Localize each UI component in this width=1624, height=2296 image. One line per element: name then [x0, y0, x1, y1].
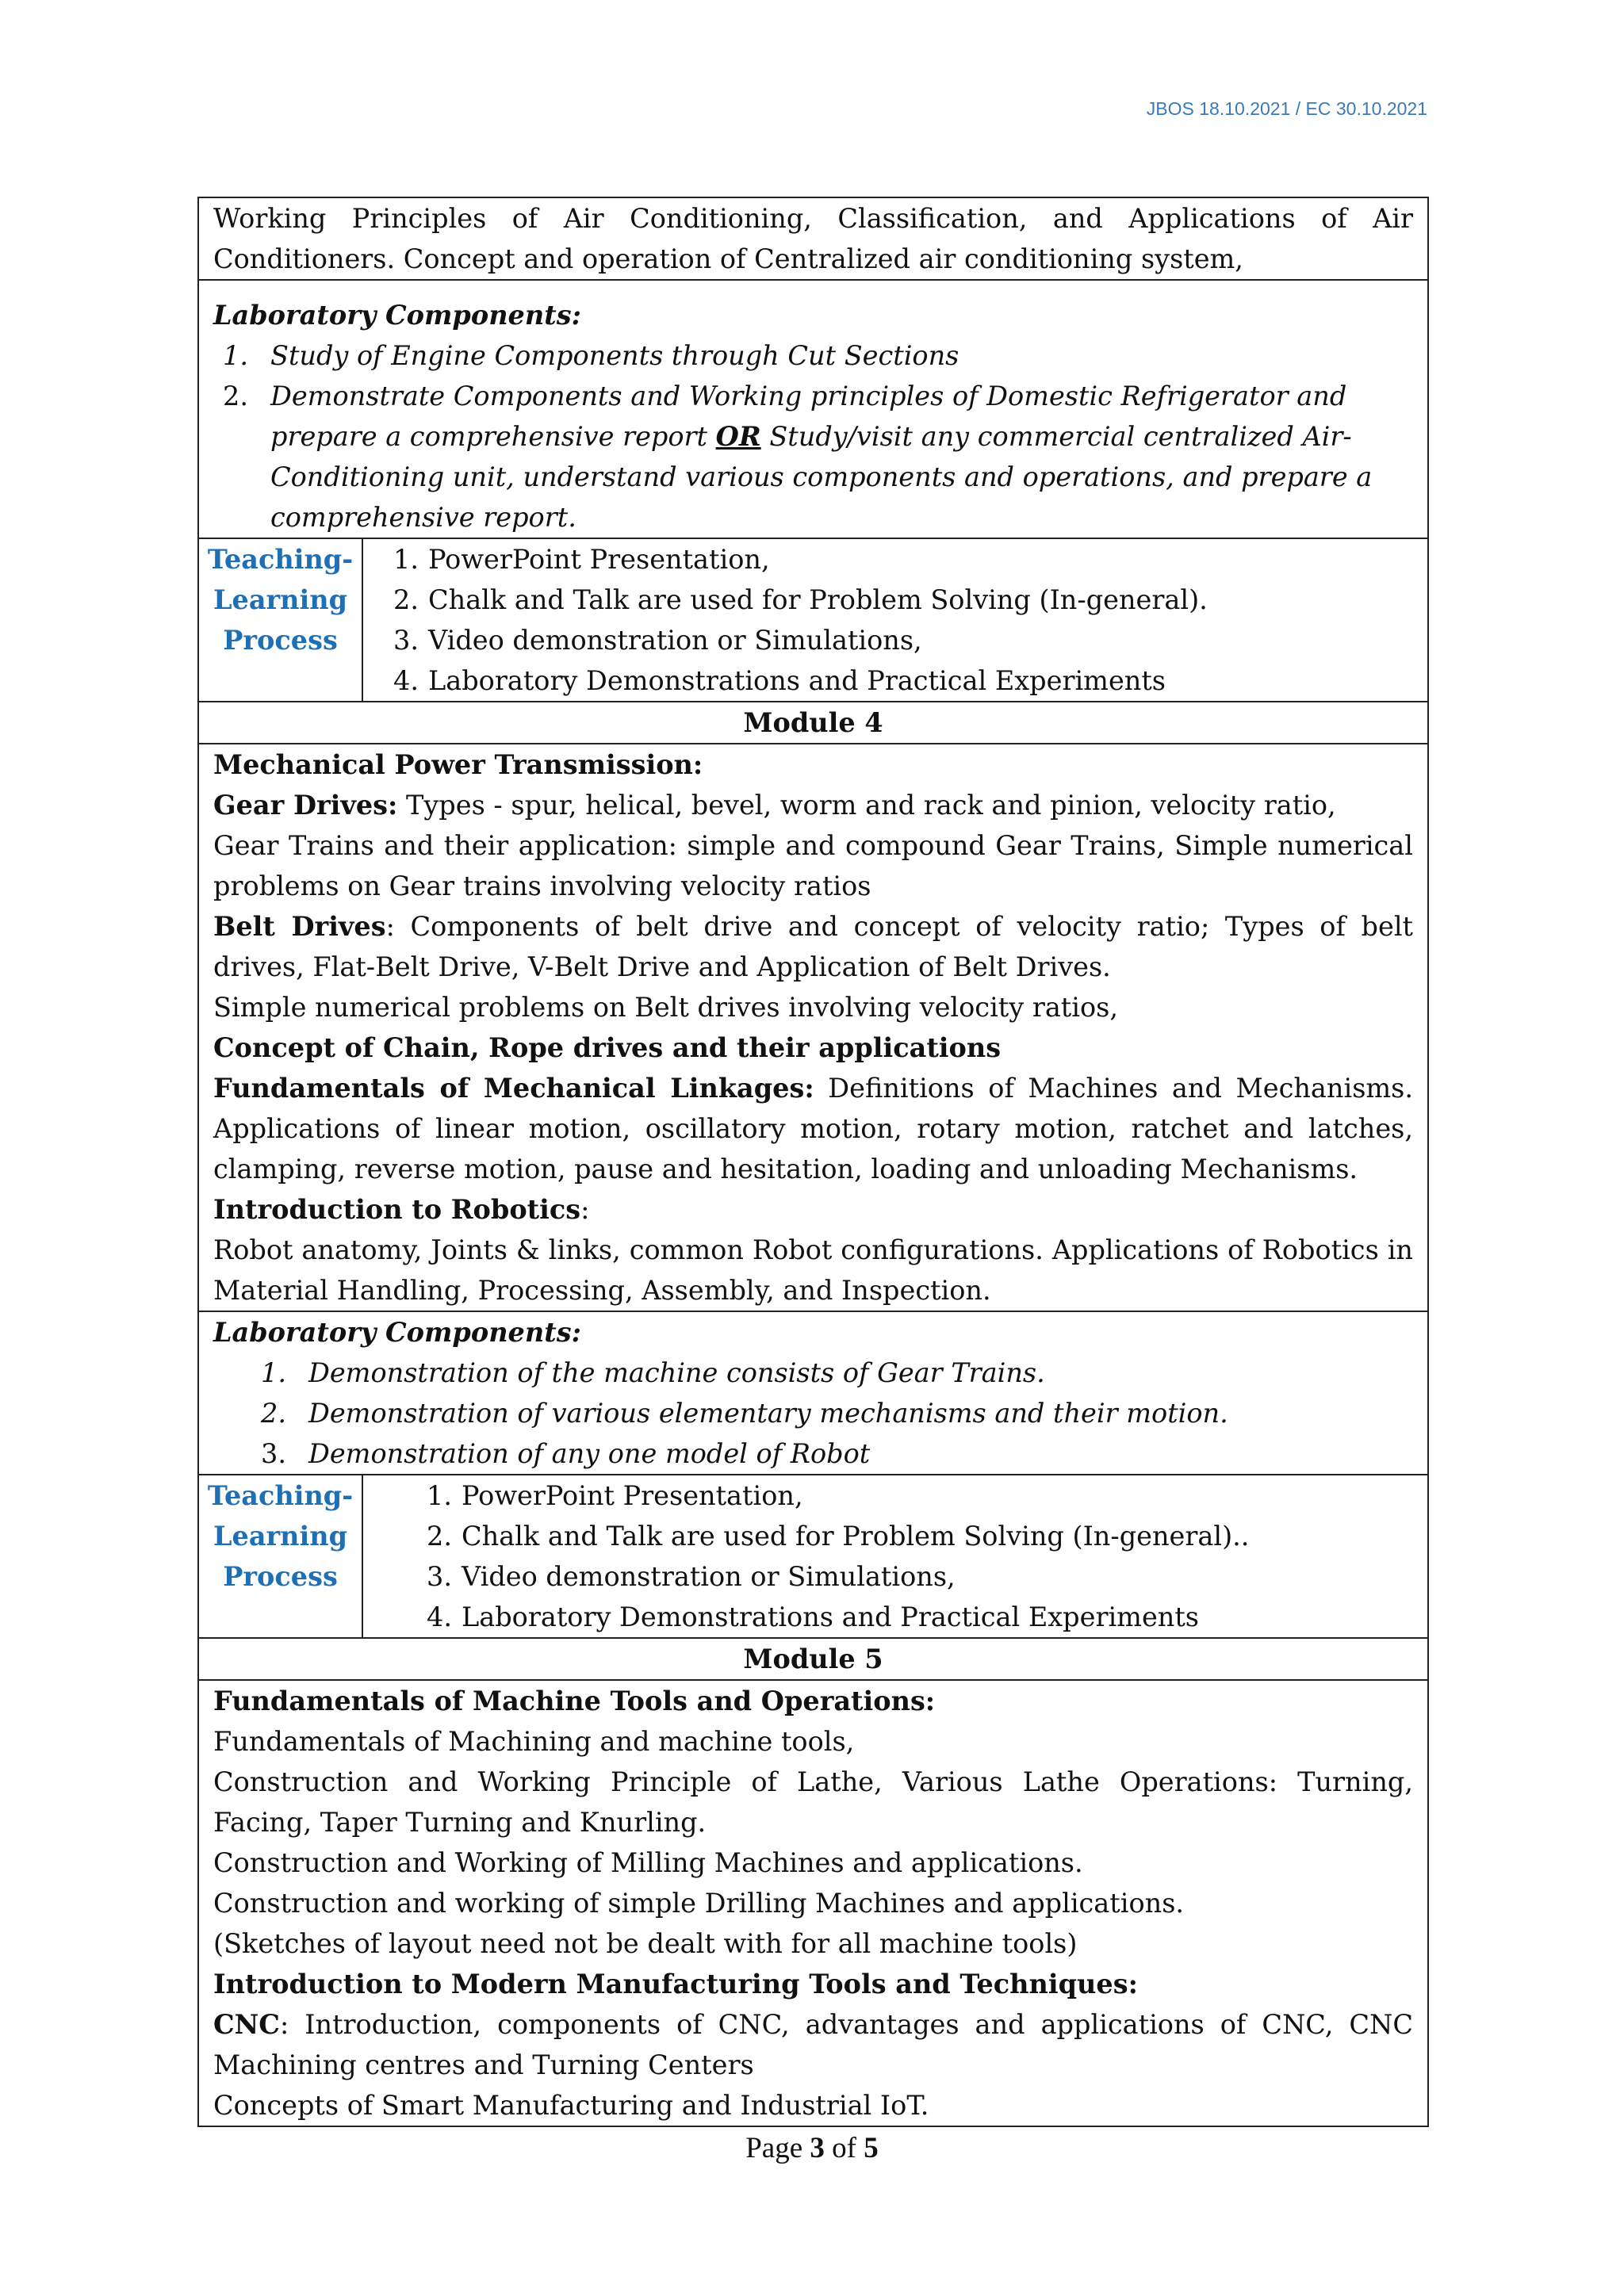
list-item — [213, 1353, 1413, 1393]
list-item — [213, 1433, 1413, 1474]
module-5-line: Construction and working of simple Drilling Machines and applications. — [213, 1888, 1185, 1919]
page-word: Page — [745, 2132, 810, 2164]
module-4-content-row — [198, 744, 1428, 1311]
list-text: Chalk and Talk are used for Problem Solving (In-general). — [428, 584, 1208, 615]
teaching-learning-row-module3 — [198, 538, 1428, 702]
robotics-heading-line — [213, 1189, 1413, 1230]
list-number: 3. — [427, 1561, 452, 1592]
teaching-learning-methods — [362, 538, 1428, 702]
machine-tools-heading: Fundamentals of Machine Tools and Operations: — [213, 1686, 936, 1716]
list-text: PowerPoint Presentation, — [428, 544, 770, 575]
list-number: 3. — [393, 625, 419, 656]
teaching-learning-row-module4 — [198, 1475, 1428, 1638]
list-number: 3. — [261, 1438, 286, 1469]
list-number: 2. — [393, 584, 419, 615]
list-item — [377, 1556, 1413, 1597]
list-item — [377, 1597, 1413, 1637]
list-item — [377, 660, 1413, 701]
list-item — [377, 620, 1413, 660]
lab-components-row-module4 — [198, 1311, 1428, 1475]
list-text: Video demonstration or Simulations, — [428, 625, 922, 656]
tlp-label-line: Teaching- — [207, 544, 354, 575]
lab-components-cell — [198, 280, 1428, 538]
module-5-content-row — [198, 1680, 1428, 2126]
robotics-paragraph: Robot anatomy, Joints & links, common Robot configurations. Applications of Robotics in Material Handling, Processing, Assembly, and Inspection. — [213, 1234, 1413, 1306]
list-number: 2. — [427, 1521, 452, 1552]
gear-drives-paragraph — [213, 785, 1413, 825]
linkages-paragraph — [213, 1068, 1413, 1189]
cnc-label: CNC — [213, 2009, 280, 2040]
air-conditioning-row — [198, 197, 1428, 280]
module-5-line: (Sketches of layout need not be dealt with for all machine tools) — [213, 1928, 1078, 1959]
module-4-title-row — [198, 702, 1428, 744]
current-page-number: 3 — [810, 2132, 825, 2164]
list-text: Chalk and Talk are used for Problem Solving (In-general).. — [462, 1521, 1250, 1552]
or-emphasis: OR — [715, 421, 761, 452]
lab-components-cell — [198, 1311, 1428, 1475]
list-text: Demonstration of various elementary mechanisms and their motion. — [308, 1398, 1228, 1429]
tlp-label-line: Process — [223, 1561, 338, 1592]
total-page-number: 5 — [864, 2132, 879, 2164]
linkages-label: Fundamentals of Mechanical Linkages: — [213, 1073, 814, 1104]
list-text: Demonstration of the machine consists of Gear Trains. — [308, 1357, 1045, 1388]
teaching-methods-list — [377, 1475, 1413, 1637]
module-5-title-row — [198, 1638, 1428, 1680]
belt-drives-text: : Components of belt drive and concept of velocity ratio; Types of belt drives, Flat-Belt Drive, V-Belt Drive and Application of Belt Drives. — [213, 911, 1413, 982]
list-text: Laboratory Demonstrations and Practical Experiments — [462, 1601, 1200, 1632]
page-number-footer — [0, 2131, 1624, 2165]
list-text-post: Study/visit any commercial centralized Air-Conditioning unit, understand various components and operations, and prepare a comprehensive report. — [270, 421, 1373, 533]
module-4-content — [198, 744, 1428, 1311]
syllabus-table — [197, 197, 1429, 2127]
list-text: Demonstration of any one model of Robot — [308, 1438, 871, 1469]
module-5-content — [198, 1680, 1428, 2126]
module-4-title: Module 4 — [198, 702, 1428, 744]
lab-components-list — [213, 335, 1413, 538]
list-text-pre: Demonstrate Components and Working principles of Domestic Refrigerator and prepare a comprehensive report — [270, 381, 1347, 452]
list-number: 1. — [393, 544, 419, 575]
mechanical-power-transmission-heading: Mechanical Power Transmission: — [213, 749, 703, 780]
list-number: 4. — [427, 1601, 452, 1632]
chain-rope-heading: Concept of Chain, Rope drives and their applications — [213, 1032, 1002, 1063]
list-number: 4. — [393, 665, 419, 696]
lab-components-row-module3 — [198, 280, 1428, 538]
list-text: PowerPoint Presentation, — [462, 1480, 803, 1511]
teaching-learning-methods — [362, 1475, 1428, 1638]
list-item — [377, 1516, 1413, 1556]
list-item — [213, 1393, 1413, 1433]
smart-manufacturing-line: Concepts of Smart Manufacturing and Industrial IoT. — [213, 2090, 929, 2121]
teaching-methods-list — [377, 539, 1413, 701]
belt-drives-label: Belt Drives — [213, 911, 386, 942]
tlp-label-line: Learning — [213, 1521, 348, 1552]
belt-numerical-paragraph: Simple numerical problems on Belt drives involving velocity ratios, — [213, 992, 1118, 1023]
list-item — [377, 580, 1413, 620]
lab-components-heading: Laboratory Components: — [213, 1317, 581, 1348]
gear-drives-label: Gear Drives: — [213, 790, 398, 821]
air-conditioning-text: Working Principles of Air Conditioning, Classification, and Applications of Air Conditioners. Concept and operation of Centralized air conditioning system, — [198, 197, 1428, 280]
module-5-line: Construction and Working of Milling Machines and applications. — [213, 1847, 1083, 1878]
list-item — [377, 539, 1413, 580]
tlp-label-line: Teaching- — [207, 1480, 354, 1511]
cnc-text: : Introduction, components of CNC, advantages and applications of CNC, CNC Machining centres and Turning Centers — [213, 2009, 1413, 2080]
gear-trains-paragraph: Gear Trains and their application: simple and compound Gear Trains, Simple numerical problems on Gear trains involving velocity ratios — [213, 830, 1413, 901]
teaching-learning-label — [198, 1475, 362, 1638]
list-number: 1. — [223, 340, 248, 371]
robotics-label: Introduction to Robotics — [213, 1194, 581, 1225]
document-reference-header: JBOS 18.10.2021 / EC 30.10.2021 — [1146, 98, 1427, 119]
list-number: 1. — [261, 1357, 286, 1388]
belt-drives-paragraph — [213, 906, 1413, 987]
linkages-text: Definitions of Machines and Mechanisms. Applications of linear motion, oscillatory motion, rotary motion, ratchet and latches, clamping, reverse motion, pause and hesitation, loading and unloading Mechanisms. — [213, 1073, 1413, 1184]
robotics-colon: : — [580, 1194, 590, 1225]
tlp-label-line: Process — [223, 625, 338, 656]
list-item — [377, 1475, 1413, 1516]
list-text: Study of Engine Components through Cut Sections — [270, 340, 959, 371]
list-text: Video demonstration or Simulations, — [462, 1561, 956, 1592]
lab-components-heading: Laboratory Components: — [213, 300, 581, 331]
cnc-paragraph — [213, 2004, 1413, 2085]
modern-manufacturing-heading: Introduction to Modern Manufacturing Tools and Techniques: — [213, 1969, 1138, 1999]
module-5-line: Fundamentals of Machining and machine tools, — [213, 1726, 855, 1757]
module-5-title: Module 5 — [198, 1638, 1428, 1680]
list-number: 1. — [427, 1480, 452, 1511]
list-number: 2. — [223, 381, 248, 411]
gear-drives-text: Types - spur, helical, bevel, worm and rack and pinion, velocity ratio, — [397, 790, 1336, 821]
module-5-line: Construction and Working Principle of Lathe, Various Lathe Operations: Turning, Facing, Taper Turning and Knurling. — [213, 1766, 1413, 1838]
list-number: 2. — [261, 1398, 286, 1429]
list-item — [213, 335, 1413, 376]
of-word: of — [824, 2132, 864, 2164]
list-text: Laboratory Demonstrations and Practical Experiments — [428, 665, 1166, 696]
lab-components-list — [213, 1353, 1413, 1474]
list-item — [213, 376, 1413, 538]
tlp-label-line: Learning — [213, 584, 348, 615]
teaching-learning-label — [198, 538, 362, 702]
